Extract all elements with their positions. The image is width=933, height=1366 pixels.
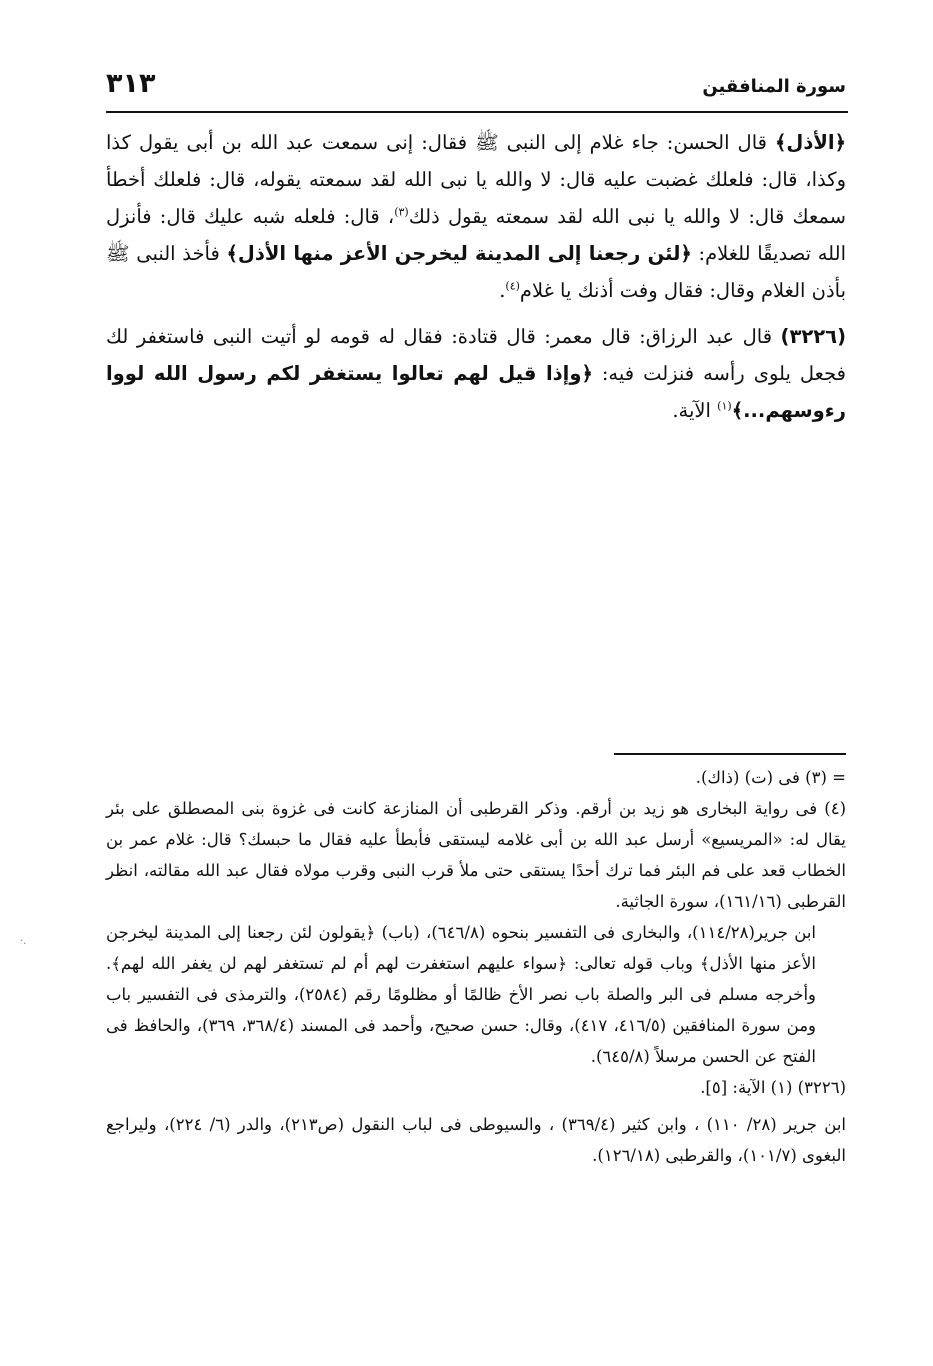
footnote-item: ابن جرير (٢٨/ ١١٠) ، وابن كثير (٣٦٩/٤) ، والسيوطى فى لباب النقول (ص٢١٣)، والدر (٦/ ٢٢٤)، وليراجع البغوى (١٠١/٧)، والقرطبى (١٢٦/١٨). — [106, 1115, 847, 1165]
footnote-ref: (٤) — [505, 279, 520, 293]
paragraph-text: فأخذ النبى ﷺ بأذن الغلام وقال: فقال وفت أذنك يا غلام — [106, 242, 846, 302]
page-header — [106, 68, 846, 108]
quran-word: الأذل — [786, 131, 835, 154]
footnote-ref: (٣) — [394, 205, 409, 219]
sura-title: سورة المنافقين — [702, 76, 846, 97]
quran-bracket-close: ﴾ — [774, 131, 787, 154]
header-rule — [106, 111, 848, 113]
paragraph-text: ، قال: فلعله شبه عليك قال: فأنزل الله تصديقًا للغلام: — [106, 205, 846, 265]
quran-quote: ﴿وإذا قيل لهم تعالوا يستغفر لكم رسول الله لووا رءوسهم...﴾ — [106, 362, 846, 422]
footnote-item: = (٣) فى (ت) (ذاك). — [695, 768, 846, 787]
paragraph-text: قال عبد الرزاق: قال معمر: قال قتادة: فقال له قومه لو أتيت النبى فاستغفر لك فجعل يلوى رأسه فنزلت فيه: — [106, 325, 846, 385]
paragraph-2 — [106, 318, 846, 429]
footnote-item: (٣٢٢٦) (١) الآية: [٥]. — [700, 1078, 846, 1097]
footnotes — [106, 762, 846, 1171]
paragraph-text: قال الحسن: جاء غلام إلى النبى ﷺ فقال: إنى سمعت عبد الله بن أبى يقول كذا وكذا، قال: فلعلك غضبت عليه قال: لا والله يا نبى الله لقد سمعته يقوله، قال: فلعلك أخطأ سمعك قال: لا والله يا نبى الله لقد سمعته يقول ذلك — [106, 131, 846, 228]
quran-bracket-open: ﴿ — [834, 131, 846, 154]
paragraph-1 — [106, 124, 846, 309]
footnote-ref: (١) — [717, 399, 732, 413]
main-text — [106, 124, 846, 438]
hadith-number: (٣٢٢٦) — [780, 325, 846, 348]
margin-speck: ·. — [20, 936, 27, 947]
footnote-rule — [614, 753, 846, 755]
paragraph-text: . — [499, 279, 506, 302]
paragraph-text: الآية. — [672, 399, 718, 422]
footnote-item: ابن جرير(١١٤/٢٨)، والبخارى فى التفسير بنحوه (٦٤٦/٨)، (باب) ﴿يقولون لئن رجعنا إلى المدينة ليخرجن الأعز منها الأذل﴾ وباب قوله تعالى: ﴿سواء عليهم استغفرت لهم أم لم تستغفر لهم لن يغفر الله لهم﴾. وأخرجه مسلم فى البر والصلة باب نصر الأخ ظالمًا أو مظلومًا رقم (٢٥٨٤)، والترمذى فى التفسير باب ومن سورة المنافقين (٤١٦/٥، ٤١٧)، وقال: حسن صحيح، وأحمد فى المسند (٣٦٨/٤، ٣٦٩)، والحافظ فى الفتح عن الحسن مرسلاً (٦٤٥/٨). — [106, 923, 816, 1066]
footnote-item: (٤) فى رواية البخارى هو زيد بن أرقم. وذكر القرطبى أن المنازعة كانت فى غزوة بنى المصطلق على بئر يقال له: «المريسيع» أرسل عبد الله بن أبى غلامه ليستقى فأبطأ عليه فقال ما حبسك؟ قال: غلام عمر بن الخطاب قعد على فم البئر فما ترك أحدًا يستقى حتى ملأ قرب النبى وقرب مولاه فقال عبد الله مقالته، انظر القرطبى (١٦١/١٦)، سورة الجاثية. — [106, 799, 846, 911]
page-number: ٣١٣ — [106, 68, 156, 99]
quran-quote: ﴿لئن رجعنا إلى المدينة ليخرجن الأعز منها الأذل﴾ — [226, 242, 692, 265]
